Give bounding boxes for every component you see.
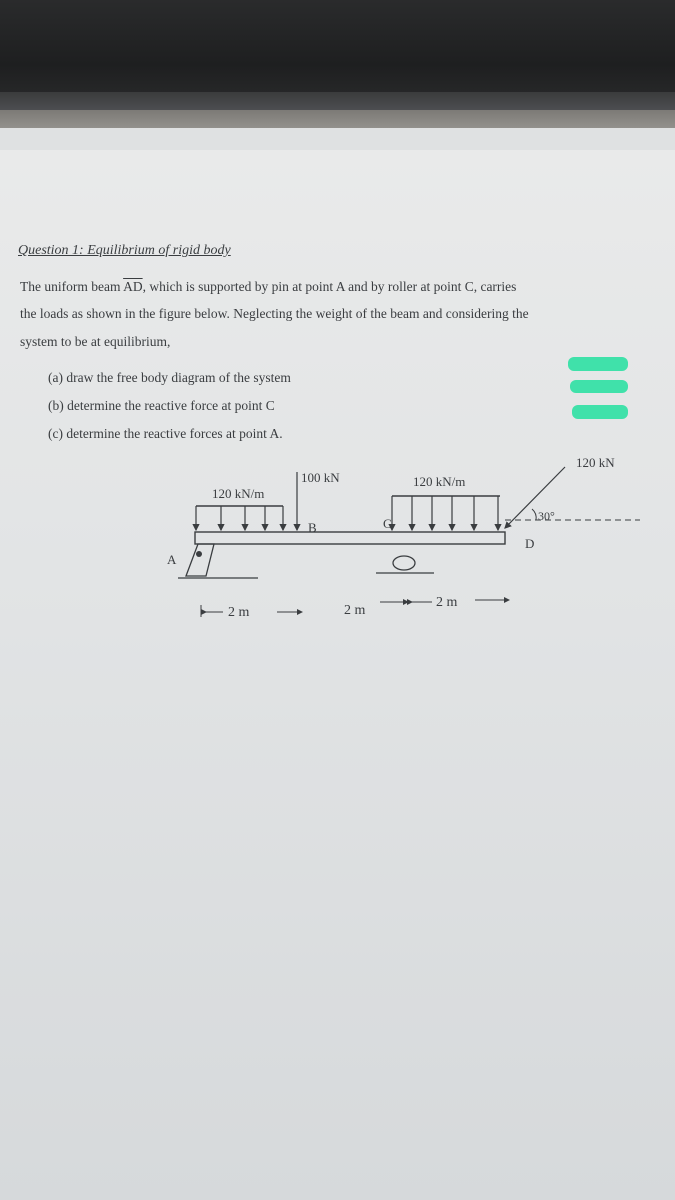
angle-label: 30° bbox=[538, 509, 555, 523]
beam bbox=[195, 532, 505, 544]
highlight-mark-1 bbox=[568, 357, 628, 371]
question-title: Question 1: Equilibrium of rigid body bbox=[18, 243, 231, 258]
point-d-label: D bbox=[525, 536, 535, 551]
dist-load-right-label: 120 kN/m bbox=[413, 474, 466, 489]
distributed-load-right bbox=[392, 496, 500, 530]
highlight-mark-3 bbox=[572, 405, 628, 419]
beam-figure bbox=[0, 440, 675, 620]
part-c: (c) determine the reactive forces at point A. bbox=[48, 426, 283, 441]
dist-load-left-label: 120 kN/m bbox=[212, 486, 265, 501]
part-b: (b) determine the reactive force at point C bbox=[48, 398, 275, 413]
pin-support-a bbox=[178, 544, 258, 578]
part-a: (a) draw the free body diagram of the system bbox=[48, 370, 291, 385]
question-line-3: system to be at equilibrium, bbox=[20, 334, 171, 349]
point-load-d-label: 120 kN bbox=[576, 455, 615, 470]
dim-label-1: 2 m bbox=[228, 605, 250, 620]
dim-label-2: 2 m bbox=[344, 603, 366, 618]
roller-support-c bbox=[376, 556, 434, 573]
line1-start: The uniform beam bbox=[20, 279, 124, 294]
question-line-2: the loads as shown in the figure below. Neglecting the weight of the beam and considering the bbox=[20, 306, 529, 321]
point-c-label: C bbox=[383, 516, 392, 531]
distributed-load-left bbox=[196, 506, 283, 530]
point-b-label: B bbox=[308, 520, 317, 535]
point-a-label: A bbox=[167, 552, 177, 567]
question-line-1 bbox=[20, 279, 516, 295]
dim-label-3: 2 m bbox=[436, 595, 458, 610]
point-load-d-arrow bbox=[505, 467, 565, 528]
point-load-b-label: 100 kN bbox=[301, 470, 340, 485]
line1-end: , which is supported by pin at point A and by roller at point C, carries bbox=[142, 279, 517, 294]
beam-name: $\overline{AD}$ bbox=[123, 279, 143, 294]
angle-arc bbox=[532, 509, 536, 520]
highlight-mark-2 bbox=[570, 380, 628, 393]
